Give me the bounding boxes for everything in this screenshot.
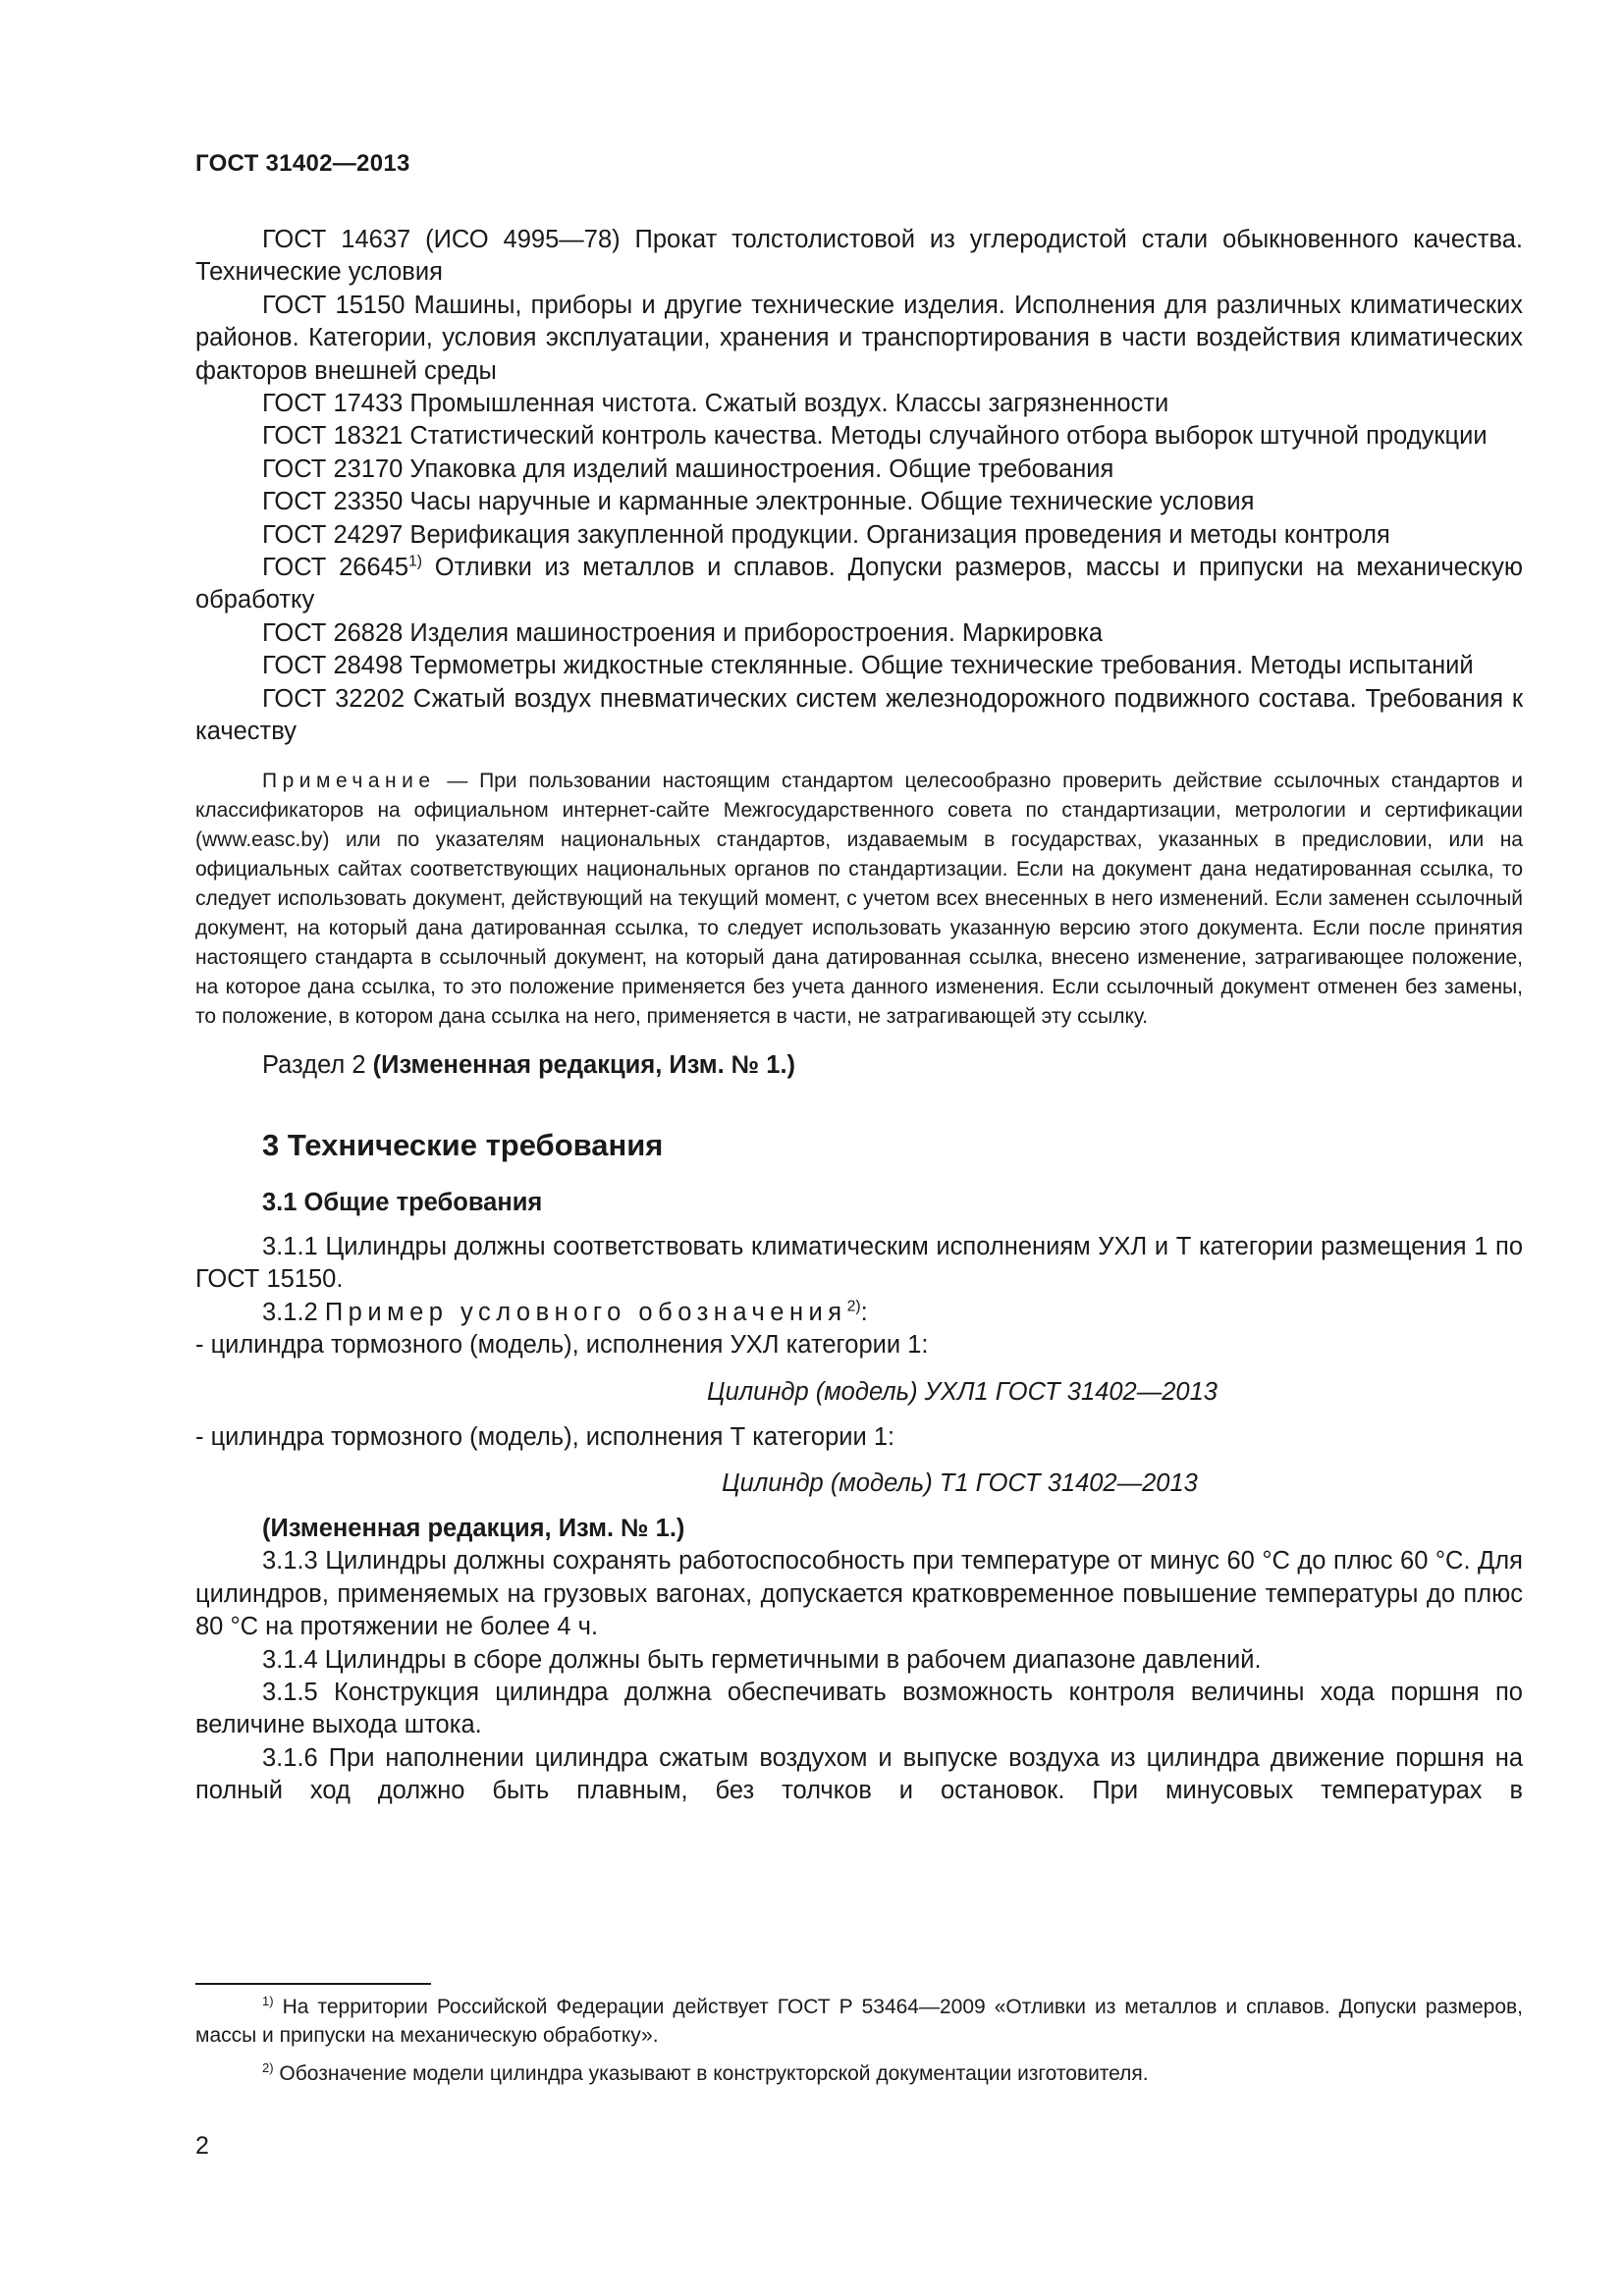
ref-code: ГОСТ 26645 — [262, 554, 409, 582]
section3-title: 3 Технические требования — [262, 1127, 664, 1162]
clause-3-1-2-amendment: (Измененная редакция, Изм. № 1.) — [262, 1514, 685, 1542]
footnote-ref-1: 1) — [408, 553, 423, 570]
footnote-1-text: На территории Российской Федерации действует ГОСТ Р 53464—2009 «Отливки из металлов и сплавов. Допуски размеров, массы и припуски на механическую обработку». — [195, 1996, 1523, 2047]
footnote-1-mark: 1) — [262, 1994, 274, 2008]
clause-3-1-6: 3.1.6 При наполнении цилиндра сжатым воздухом и выпуске воздуха из цилиндра движение поршня на полный ход должно быть плавным, без толчков и остановок. При минусовых температурах в — [195, 1743, 1523, 1805]
ref-gost-15150: ГОСТ 15150 Машины, приборы и другие технические изделия. Исполнения для различных климатических районов. Категории, условия эксплуатации, хранения и транспортирования в части воздействия климатических факторов внешней среды — [195, 291, 1523, 385]
section2-amendment-bold: (Измененная редакция, Изм. № 1.) — [372, 1050, 796, 1079]
clause-3-1-1: 3.1.1 Цилиндры должны соответствовать климатическим исполнениям УХЛ и Т категории размещения 1 по ГОСТ 15150. — [195, 1232, 1523, 1294]
note-text: При пользовании настоящим стандартом целесообразно проверить действие ссылочных стандартов и классификаторов на официальном интернет-сайте Межгосударственного совета по стандартизации, метрологии и сертификации (www.easc.by) или по указателям национальных стандартов, издаваемым в государствах, указанных в предисловии, или на официальных сайтах соответствующих национальных органов по стандартизации. Если на документ дана недатированная ссылка, то следует использовать документ, действующий на текущий момент, с учетом всех внесенных в него изменений. Если заменен ссылочный документ, на который дана датированная ссылка, то следует использовать указанную версию этого документа. Если после принятия настоящего стандарта в ссылочный документ, на который дана датированная ссылка, внесено изменение, затрагивающее положение, на которое дана ссылка, то это положение применяется без учета данного изменения. Если ссылочный документ отменен без замены, то положение, в котором дана ссылка на него, применяется в части, не затрагивающей эту ссылку. — [195, 769, 1524, 1028]
ref-title: Отливки из металлов и сплавов. Допуски размеров, массы и припуски на механическую обработку — [195, 554, 1523, 614]
clause-3-1-5: 3.1.5 Конструкция цилиндра должна обеспечивать возможность контроля величины хода поршня по величине выхода штока. — [195, 1678, 1523, 1739]
subsection-3-1-title: 3.1 Общие требования — [262, 1188, 543, 1216]
footnote-2-mark: 2) — [262, 2060, 274, 2075]
document-body — [195, 224, 1523, 1808]
ref-gost-23350: ГОСТ 23350 Часы наручные и карманные электронные. Общие технические условия — [262, 488, 1255, 516]
clause-3-1-4: 3.1.4 Цилиндры в сборе должны быть герметичными в рабочем диапазоне давлений. — [262, 1645, 1262, 1674]
example-designation-1: Цилиндр (модель) УХЛ1 ГОСТ 31402—2013 — [707, 1377, 1218, 1406]
ref-gost-18321: ГОСТ 18321 Статистический контроль качества. Методы случайного отбора выборок штучной продукции — [262, 422, 1488, 451]
clause-3-1-3: 3.1.3 Цилиндры должны сохранять работоспособность при температуре от минус 60 °С до плюс 60 °С. Для цилиндров, применяемых на грузовых вагонах, допускается кратковременное повышение температуры до плюс 80 °С на протяжении не более 4 ч. — [195, 1547, 1523, 1641]
footnote-divider — [195, 1983, 431, 1985]
footnote-2 — [195, 2059, 1523, 2088]
ref-gost-26645 — [195, 552, 1523, 617]
example-item-1: - цилиндра тормозного (модель), исполнения УХЛ категории 1: — [195, 1331, 929, 1360]
ref-gost-28498: ГОСТ 28498 Термометры жидкостные стеклянные. Общие технические требования. Методы испытаний — [262, 652, 1474, 680]
clause-3-1-2-title: Пример условного обозначения — [324, 1298, 847, 1326]
ref-gost-26828: ГОСТ 26828 Изделия машиностроения и приборостроения. Маркировка — [262, 618, 1104, 647]
section2-amendment — [195, 1049, 1523, 1082]
ref-gost-14637: ГОСТ 14637 (ИСО 4995—78) Прокат толстолистовой из углеродистой стали обыкновенного качества. Технические условия — [195, 226, 1523, 287]
note-dash: — — [435, 769, 480, 792]
clause-3-1-2 — [195, 1297, 1523, 1329]
clause-3-1-2-colon: : — [860, 1298, 868, 1326]
ref-gost-24297: ГОСТ 24297 Верификация закупленной продукции. Организация проведения и методы контроля — [262, 520, 1390, 549]
footnote-1 — [195, 1993, 1523, 2050]
document-header: ГОСТ 31402—2013 — [195, 150, 410, 177]
clause-3-1-2-number: 3.1.2 — [262, 1298, 325, 1326]
footnotes — [195, 1993, 1523, 2088]
footnote-ref-2: 2) — [846, 1298, 861, 1315]
footnote-2-text: Обозначение модели цилиндра указывают в конструкторской документации изготовителя. — [273, 2062, 1149, 2085]
ref-gost-17433: ГОСТ 17433 Промышленная чистота. Сжатый воздух. Классы загрязненности — [262, 390, 1169, 418]
ref-gost-32202: ГОСТ 32202 Сжатый воздух пневматических систем железнодорожного подвижного состава. Требования к качеству — [195, 684, 1523, 746]
section2-prefix: Раздел 2 — [262, 1050, 373, 1079]
example-item-2: - цилиндра тормозного (модель), исполнения Т категории 1: — [195, 1422, 895, 1451]
example-designation-2: Цилиндр (модель) Т1 ГОСТ 31402—2013 — [722, 1468, 1198, 1497]
note-label: Примечание — [262, 769, 436, 792]
page-number: 2 — [195, 2132, 209, 2160]
ref-gost-23170: ГОСТ 23170 Упаковка для изделий машиностроения. Общие требования — [262, 454, 1114, 483]
note-paragraph — [195, 767, 1523, 1032]
